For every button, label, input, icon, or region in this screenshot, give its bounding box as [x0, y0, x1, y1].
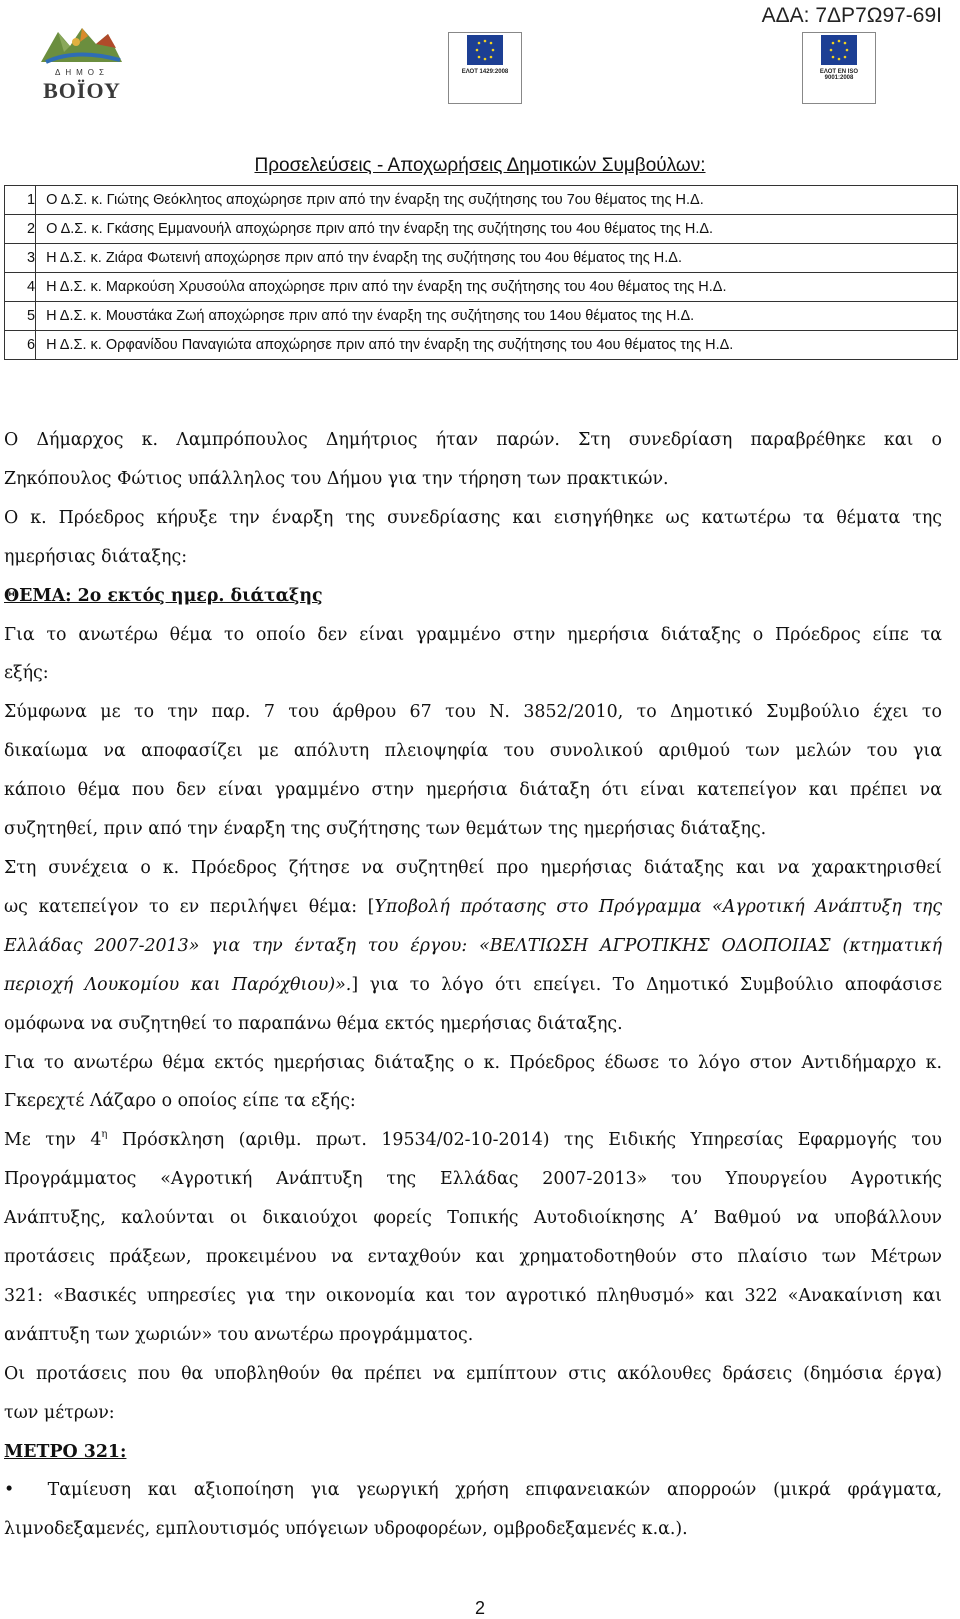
paragraph-invitation-2: Προγράμματος «Αγροτική Ανάπτυξη της Ελλάδας 2007-2013» του Υπουργείου Αγροτικής — [4, 1169, 942, 1190]
attendance-text: Η Δ.Σ. κ. Ορφανίδου Παναγιώτα αποχώρησε πριν από την έναρξη της συζήτησης του 4ου θέματος της Η.Δ. — [36, 331, 958, 360]
paragraph-deputy-cont: Γκερεχτέ Λάζαρο ο οποίος είπε τα εξής: — [4, 1091, 356, 1112]
eu-flag-icon — [467, 35, 503, 65]
paragraph-urgent-5: ομόφωνα να συζητηθεί το παραπάνω θέμα εκτός ημερήσιας διάταξης. — [4, 1013, 623, 1034]
paragraph-urgent-4 — [4, 966, 942, 1005]
attendance-row — [5, 215, 958, 244]
attendance-row — [5, 244, 958, 273]
paragraph-invitation-5: 321: «Βασικές υπηρεσίες για την οικονομία και τον αγροτικό πληθυσμό» και 322 «Ανακαίνιση και — [4, 1285, 942, 1306]
paragraph-mayor: Ο Δήμαρχος κ. Λαμπρόπουλος Δημήτριος ήταν παρών. Στη συνεδρίαση παραβρέθηκε και ο — [4, 430, 942, 450]
invitation-text: Με την 4 — [4, 1130, 102, 1151]
paragraph-invitation-6: ανάπτυξη των χωριών» του ανωτέρω προγράμματος. — [4, 1324, 474, 1345]
logo-big-text: ΒΟΪΟΥ — [43, 78, 121, 103]
urgent-subject: Υποβολή πρότασης στο Πρόγραμμα «Αγροτική Ανάπτυξη της — [374, 896, 942, 917]
paragraph-topic-intro-cont: εξής: — [4, 663, 49, 684]
topic-heading: ΘΕΜΑ: 2ο εκτός ημερ. διάταξης — [4, 585, 323, 606]
attendance-text: Η Δ.Σ. κ. Μουστάκα Ζωή αποχώρησε πριν από την έναρξη της συζήτησης του 14ου θέματος της Η.Δ. — [36, 302, 958, 331]
attendance-number: 1 — [5, 186, 36, 215]
attendance-text: Η Δ.Σ. κ. Ζιάρα Φωτεινή αποχώρησε πριν από την έναρξη της συζήτησης του 4ου θέματος της Η.Δ. — [36, 244, 958, 273]
cert1-title: ΕΛΟΤ 1429:2008 — [461, 69, 509, 75]
attendance-row — [5, 302, 958, 331]
eu-flag-icon — [821, 35, 857, 65]
attendance-table — [4, 185, 958, 360]
minutes-body — [4, 421, 942, 1549]
paragraph-invitation-3: Ανάπτυξης, καλούνται οι δικαιούχοι φορείς Τοπικής Αυτοδιοίκησης Α’ Βαθμού να υποβάλλουν — [4, 1208, 942, 1229]
paragraph-mayor-cont: Ζηκόπουλος Φώτιος υπάλληλος του Δήμου για την τήρηση των πρακτικών. — [4, 468, 669, 489]
attendance-number: 5 — [5, 302, 36, 331]
invitation-text-rest: Πρόσκληση (αριθμ. πρωτ. 19534/02-10-2014) της Ειδικής Υπηρεσίας Εφαρμογής του — [107, 1130, 942, 1151]
bullet-icon: • — [4, 1480, 15, 1501]
paragraph-urgent-3: Ελλάδας 2007-2013» για την ένταξη του έργου: «ΒΕΛΤΙΩΣΗ ΑΓΡΟΤΙΚΗΣ ΟΔΟΠΟΙΙΑΣ (κτηματική — [4, 935, 942, 956]
paragraph-opening-cont: ημερήσιας διάταξης: — [4, 546, 188, 567]
invitation-superscript: η — [101, 1129, 108, 1141]
bullet-item — [4, 1471, 942, 1510]
paragraph-law-2: δικαίωμα να αποφασίζει με απόλυτη πλειοψηφία του συνολικού αριθμού των μελών του για — [4, 741, 942, 762]
attendance-text: Ο Δ.Σ. κ. Γκάσης Εμμανουήλ αποχώρησε πριν από την έναρξη της συζήτησης του 4ου θέματος της Η.Δ. — [36, 215, 958, 244]
bullet-item-cont: λιμνοδεξαμενές, εμπλουτισμός υπόγειων υδροφορέων, ομβροδεξαμενές κ.α.). — [4, 1519, 688, 1540]
cert2-title: ΕΛΟΤ EN ISO 9001:2008 — [819, 69, 859, 81]
attendance-number: 2 — [5, 215, 36, 244]
certification-logo-2 — [802, 32, 876, 104]
logo-small-text: ΔΗΜΟΣ — [55, 68, 109, 77]
paragraph-law-4: συζητηθεί, πριν από την έναρξη της συζήτησης των θεμάτων της ημερήσιας διάταξης. — [4, 819, 767, 840]
attendance-number: 3 — [5, 244, 36, 273]
paragraph-urgent: Στη συνέχεια ο κ. Πρόεδρος ζήτησε να συζητηθεί προ ημερήσιας διάταξης και να χαρακτηρισθεί — [4, 857, 942, 878]
attendance-row — [5, 186, 958, 215]
measure-heading: ΜΕΤΡΟ 321: — [4, 1441, 127, 1462]
attendance-number: 6 — [5, 331, 36, 360]
attendance-heading: Προσελεύσεις - Αποχωρήσεις Δημοτικών Συμβούλων: — [254, 155, 706, 176]
paragraph-actions-cont: των μέτρων: — [4, 1402, 115, 1423]
paragraph-topic-intro: Για το ανωτέρω θέμα το οποίο δεν είναι γραμμένο στην ημερήσια διάταξης ο Πρόεδρος είπε τα — [4, 624, 942, 645]
paragraph-law-3: κάποιο θέμα που δεν είναι γραμμένο στην ημερήσια διάταξη ότι είναι κατεπείγον και πρέπει να — [4, 780, 942, 801]
paragraph-invitation — [4, 1121, 942, 1160]
municipality-logo — [22, 22, 142, 104]
urgent-text: ως κατεπείγον το εν περιλήψει θέμα: [ — [4, 896, 375, 917]
urgent-decision: ] για το λόγο ότι επείγει. Το Δημοτικό Συμβούλιο αποφάσισε — [351, 974, 942, 995]
certification-logo-1 — [448, 32, 522, 104]
bullet-text: Ταμίευση και αξιοποίηση για γεωργική χρήση επιφανειακών απορροών (μικρά φράγματα, — [47, 1480, 942, 1501]
ada-code: ΑΔΑ: 7ΔΡ7Ω97-69Ι — [761, 4, 942, 27]
paragraph-law: Σύμφωνα με το την παρ. 7 του άρθρου 67 του Ν. 3852/2010, το Δημοτικό Συμβούλιο έχει το — [4, 702, 942, 723]
attendance-text: Η Δ.Σ. κ. Μαρκούση Χρυσούλα αποχώρησε πριν από την έναρξη της συζήτησης του 4ου θέματος της Η.Δ. — [36, 273, 958, 302]
attendance-number: 4 — [5, 273, 36, 302]
paragraph-invitation-4: προτάσεις πράξεων, προκειμένου να ενταχθούν και χρηματοδοτηθούν στο πλαίσιο των Μέτρων — [4, 1247, 942, 1268]
urgent-subject-end: περιοχή Λουκομίου και Παρόχθιου)». — [4, 974, 352, 995]
paragraph-urgent-2 — [4, 888, 942, 927]
attendance-row — [5, 273, 958, 302]
page-number: 2 — [474, 1598, 485, 1618]
paragraph-opening: Ο κ. Πρόεδρος κήρυξε την έναρξη της συνεδρίασης και εισηγήθηκε ως κατωτέρω τα θέματα της — [4, 507, 942, 528]
attendance-text: Ο Δ.Σ. κ. Γιώτης Θεόκλητος αποχώρησε πριν από την έναρξη της συζήτησης του 7ου θέματος της Η.Δ. — [36, 186, 958, 215]
paragraph-deputy: Για το ανωτέρω θέμα εκτός ημερήσιας διάταξης ο κ. Πρόεδρος έδωσε το λόγο στον Αντιδήμαρχο κ. — [4, 1052, 942, 1073]
attendance-row — [5, 331, 958, 360]
paragraph-actions: Οι προτάσεις που θα υποβληθούν θα πρέπει να εμπίπτουν στις ακόλουθες δράσεις (δημόσια έργα) — [4, 1363, 942, 1384]
logo-emblem-icon — [36, 22, 126, 66]
